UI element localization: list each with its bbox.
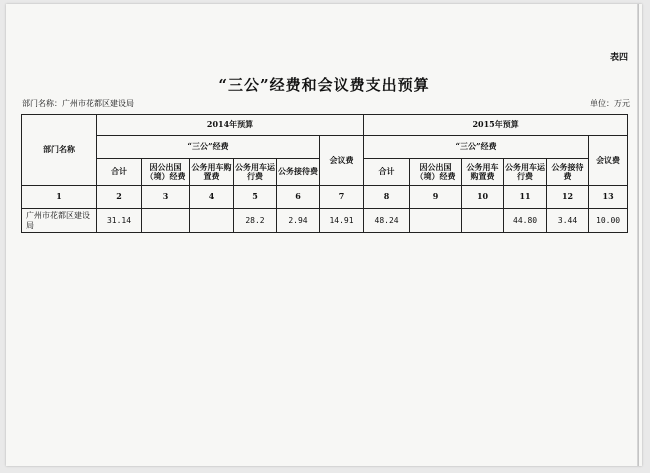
value-cell [190, 209, 234, 233]
table-code: 表四 [609, 53, 628, 63]
sub-header-2014: 合计 [97, 159, 142, 186]
dept-name-cell: 广州市花都区建设局 [22, 209, 97, 233]
index-cell: 12 [547, 186, 589, 209]
value-cell: 48.24 [364, 209, 410, 233]
sub-header-2014: 公务接待费 [277, 159, 320, 186]
value-cell: 14.91 [320, 209, 364, 233]
index-cell: 4 [190, 186, 234, 209]
index-cell: 3 [142, 186, 190, 209]
index-row [22, 186, 628, 209]
index-cell: 2 [97, 186, 142, 209]
value-cell: 10.00 [589, 209, 628, 233]
value-cell [410, 209, 462, 233]
header-row-groups [22, 136, 628, 159]
unit-line: 单位：万元 [590, 99, 630, 108]
index-cell: 5 [234, 186, 277, 209]
sub-header-2015: 公务用车运行费 [504, 159, 547, 186]
index-cell: 9 [410, 186, 462, 209]
value-cell [462, 209, 504, 233]
dept-header: 部门名称 [22, 115, 97, 186]
index-cell: 6 [277, 186, 320, 209]
value-cell: 44.80 [504, 209, 547, 233]
value-cell: 28.2 [234, 209, 277, 233]
value-cell: 3.44 [547, 209, 589, 233]
sub-header-2014: 公务用车运行费 [234, 159, 277, 186]
index-cell: 8 [364, 186, 410, 209]
document-page [6, 4, 642, 466]
value-cell: 31.14 [97, 209, 142, 233]
meeting-2014-header: 会议费 [320, 136, 364, 186]
sub-header-2015: 公务接待费 [547, 159, 589, 186]
sangong-2015-header: “三公”经费 [364, 136, 589, 159]
department-line: 部门名称：广州市花都区建设局 [22, 99, 134, 108]
document-title: “三公”经费和会议费支出预算 [218, 76, 430, 94]
index-cell: 10 [462, 186, 504, 209]
value-cell: 2.94 [277, 209, 320, 233]
sub-header-2015: 合计 [364, 159, 410, 186]
header-row-years [22, 115, 628, 136]
year-2014-header: 2014年预算 [97, 115, 364, 136]
index-cell: 7 [320, 186, 364, 209]
sub-header-2014: 因公出国（境）经费 [142, 159, 190, 186]
sangong-2014-header: “三公”经费 [97, 136, 320, 159]
year-2015-header: 2015年预算 [364, 115, 628, 136]
meeting-2015-header: 会议费 [589, 136, 628, 186]
index-cell: 13 [589, 186, 628, 209]
sub-header-2015: 因公出国（境）经费 [410, 159, 462, 186]
sub-header-2014: 公务用车购置费 [190, 159, 234, 186]
value-cell [142, 209, 190, 233]
index-cell: 1 [22, 186, 97, 209]
index-cell: 11 [504, 186, 547, 209]
budget-table [21, 114, 628, 233]
table-row [22, 209, 628, 233]
sub-header-2015: 公务用车购置费 [462, 159, 504, 186]
